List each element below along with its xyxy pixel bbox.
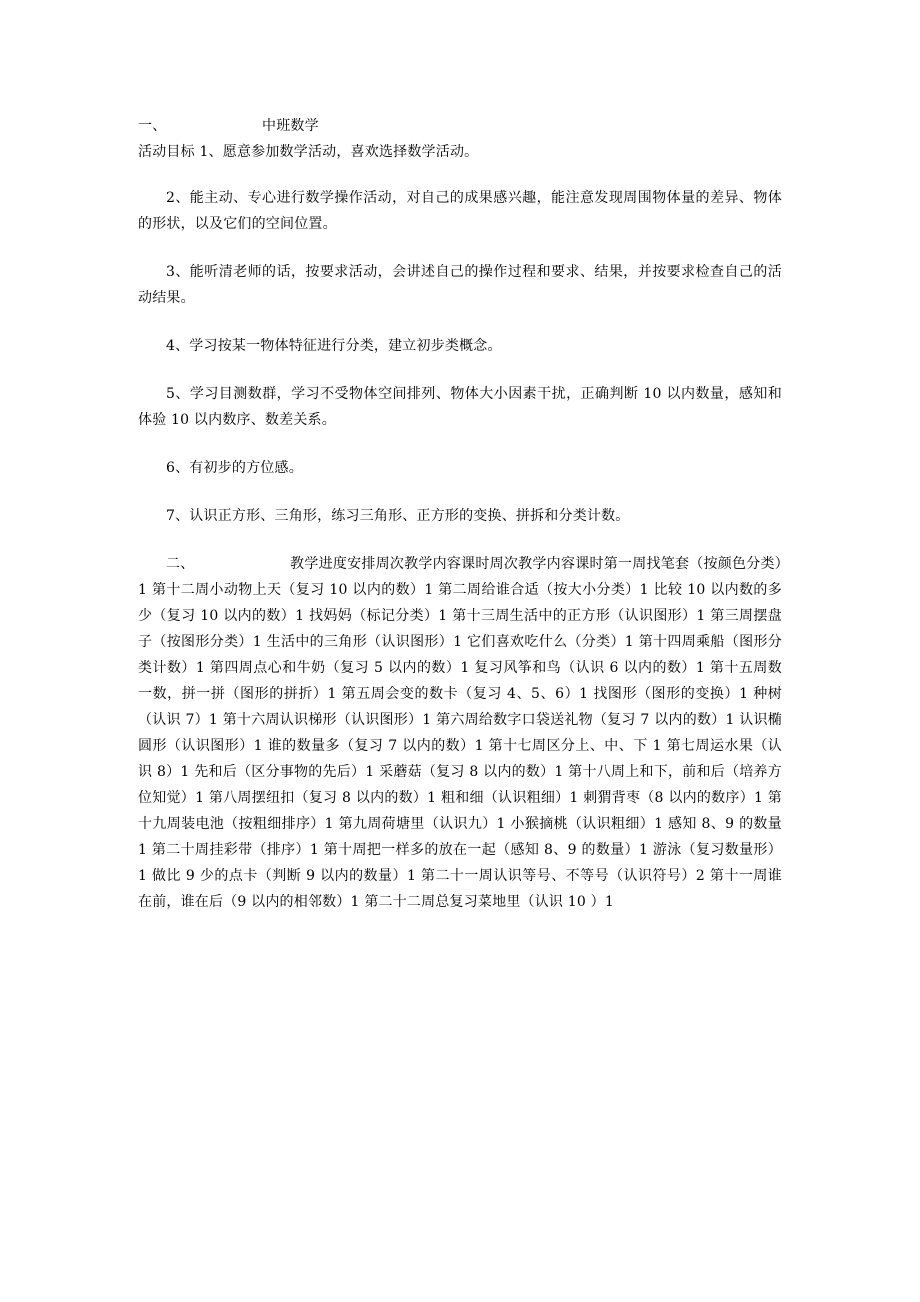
section-2-number: 二、 [166,556,195,572]
goal-item-5: 5、学习目测数群，学习不受物体空间排列、物体大小因素干扰，正确判断 10 以内数量，感知和体验 10 以内数序、数差关系。 [138,386,782,428]
document-body [138,113,782,915]
goal-item-6: 6、有初步的方位感。 [166,460,303,476]
section-2-paragraph [138,551,782,915]
section-1-heading [138,113,782,139]
goal-item-7: 7、认识正方形、三角形，练习三角形、正方形的变换、拼拆和分类计数。 [166,508,630,524]
section-1-title: 中班数学 [262,118,319,134]
goal-item-3: 3、能听清老师的话，按要求活动，会讲述自己的操作过程和要求、结果，并按要求检查自己的活动结果。 [138,264,782,306]
goal-intro: 活动目标 1、愿意参加数学活动，喜欢选择数学活动。 [138,144,479,160]
section-2-text: 教学进度安排周次教学内容课时周次教学内容课时第一周找笔套（按颜色分类）1 第十二周小动物上天（复习 10 以内的数）1 第二周给谁合适（按大小分类）1 比较 10 以内数的多少（复习 10 以内的数）1 找妈妈（标记分类）1 第十三周生活中的正方形（认识图形）1 第三周摆盘子（按图形分类）1 生活中的三角形（认识图形）1 它们喜欢吃什么（分类）1 第十四周乘船（图形分类计数）1 第四周点心和牛奶（复习 5 以内的数）1 复习风筝和鸟（认识 6 以内的数）1 第十五周数一数，拼一拼（图形的拼折）1 第五周会变的数卡（复习 4、5、6）1 找图形（图形的变换）1 种树（认识 7）1 第十六周认识梯形（认识图形）1 第六周给数字口袋送礼物（复习 7 以内的数）1 认识椭圆形（认识图形）1 谁的数量多（复习 7 以内的数）1 第十七周区分上、中、下 1 第七周运水果（认识 8）1 先和后（区分事物的先后）1 采蘑菇（复习 8 以内的数）1 第十八周上和下，前和后（培养方位知觉）1 第八周摆纽扣（复习 8 以内的数）1 粗和细（认识粗细）1 刺猬背枣（8 以内的数序）1 第十九周装电池（按粗细排序）1 第九周荷塘里（认识九）1 小猴摘桃（认识粗细）1 感知 8、9 的数量 1 第二十周挂彩带（排序）1 第十周把一样多的放在一起（感知 8、9 的数量）1 游泳（复习数量形）1 做比 9 少的点卡（判断 9 以内的数量）1 第二十一周认识等号、不等号（认识符号）2 第十一周谁在前，谁在后（9 以内的相邻数）1 第二十二周总复习菜地里（认识 10 ）1 [138,556,782,910]
goal-item-2: 2、能主动、专心进行数学操作活动，对自己的成果感兴趣，能注意发现周围物体量的差异、物体的形状，以及它们的空间位置。 [138,190,782,232]
goal-item-4: 4、学习按某一物体特征进行分类，建立初步类概念。 [166,338,502,354]
section-1-number: 一、 [138,118,167,134]
